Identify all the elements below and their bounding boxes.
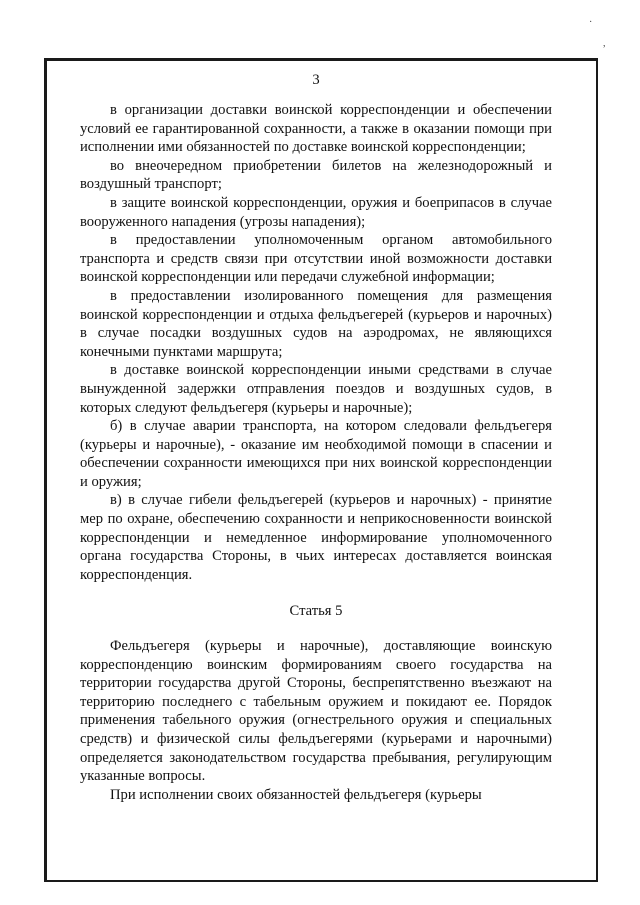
paragraph: При исполнении своих обязанностей фельдъегеря (курьеры [110,786,482,803]
paragraph: в) в случае гибели фельдъегерей (курьеров и нарочных) - принятие мер по охране, обеспечению сохранности и неприкосновенности воинской корреспонденции и немедленное информирование уполномоченного органа государства Стороны, в чьих интересах доставляется воинская корреспонденция. [80,492,552,583]
paragraph: в организации доставки воинской корреспонденции и обеспечении условий ее гарантированной сохранности, а также в оказании помощи при исполнении ими обязанностей по доставке воинской корреспонденции; [80,102,552,156]
article-heading: Статья 5 [289,603,343,620]
paragraph: во внеочередном приобретении билетов на железнодорожный и воздушный транспорт; [80,157,552,193]
page-number: 3 [312,72,320,88]
paragraph: в защите воинской корреспонденции, оружия и боеприпасов в случае вооруженного нападения (угрозы нападения); [80,194,552,230]
paragraph: б) в случае аварии транспорта, на котором следовали фельдъегеря (курьеры и нарочные), - оказание им необходимой помощи в спасении и обеспечении сохранности имеющихся при них воинской корреспонденции и оружия; [80,418,552,490]
paragraph: в предоставлении изолированного помещения для размещения воинской корреспонденции и отдыха фельдъегерей (курьеров и нарочных) в случае посадки воздушных судов на аэродромах, не являющихся конечными пунктами маршрута; [80,287,552,360]
document-body [80,72,552,804]
scan-speck: , [603,38,606,49]
scan-speck: · [589,17,593,28]
paragraph: в предоставлении уполномоченным органом автомобильного транспорта и средств связи при отсутствии иной возможности доставки воинской корреспонденции или передачи служебной информации; [80,232,552,286]
paragraph: в доставке воинской корреспонденции иными средствами в случае вынужденной задержки отправления поездов и воздушных судов, в которых следуют фельдъегеря (курьеры и нарочные); [80,362,552,416]
paragraph: Фельдъегеря (курьеры и нарочные), доставляющие воинскую корреспонденцию воинским формированиям своего государства на территории государства другой Стороны, беспрепятственно въезжают на территорию последнего с табельным оружием и покидают ее. Порядок применения табельного оружия (огнестрельного оружия и специальных средств) и физической силы фельдъегерями (курьерами и нарочными) определяется законодательством государства пребывания, регулирующим указанные вопросы. [80,638,552,785]
